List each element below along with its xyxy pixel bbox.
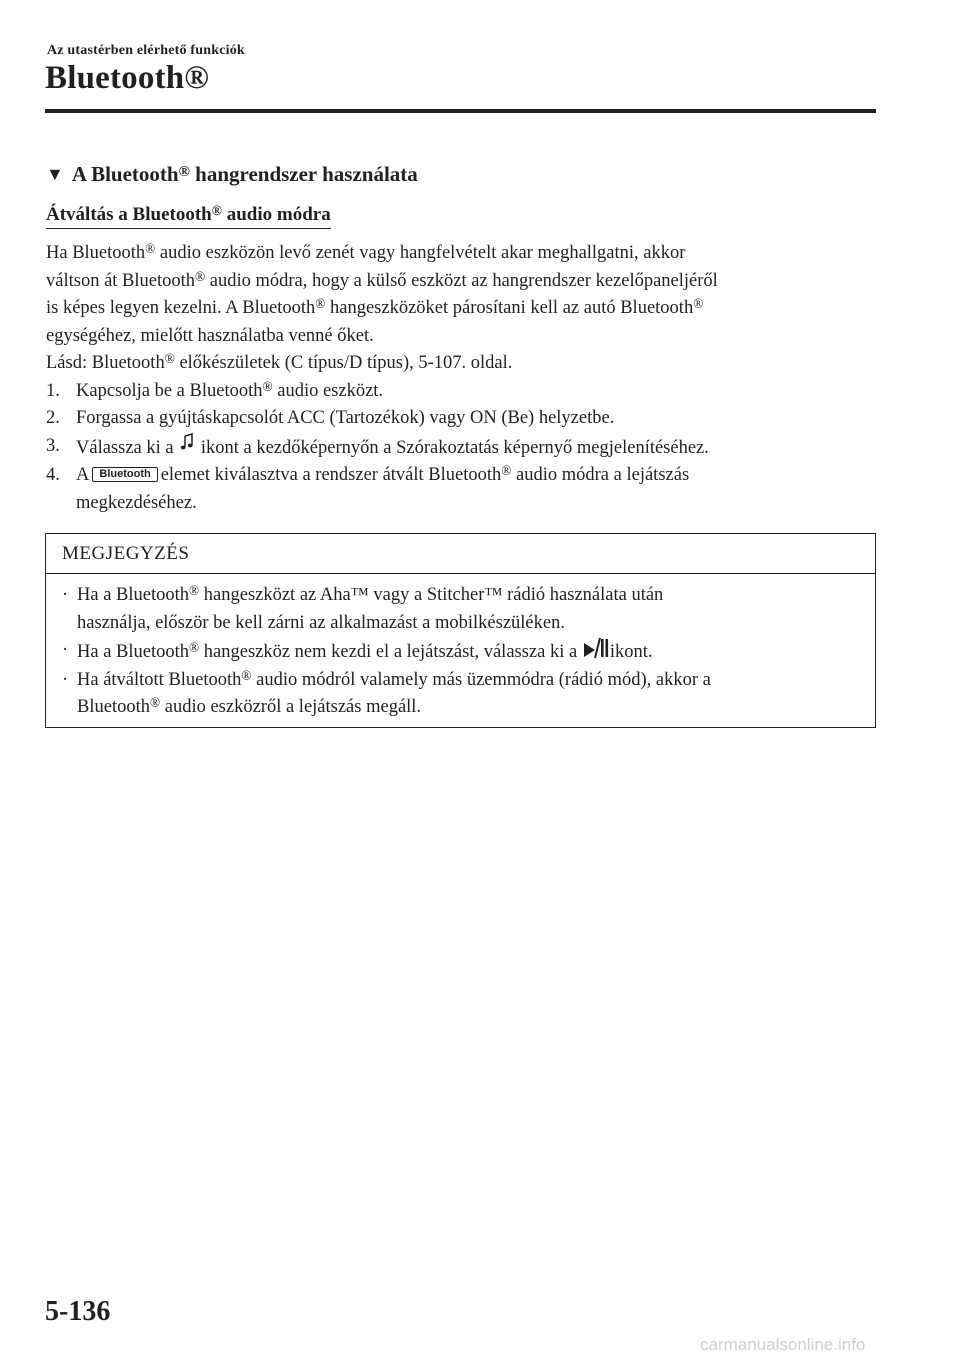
note-title: MEGJEGYZÉS bbox=[62, 543, 190, 564]
step-item: 2. Forgassa a gyújtáskapcsolót ACC (Tartozékok) vagy ON (Be) helyzetbe. bbox=[46, 405, 876, 433]
chapter-title: Az utastérben elérhető funkciók bbox=[47, 43, 245, 58]
subsection-heading-pre: Átváltás a Bluetooth bbox=[46, 204, 212, 225]
note-item: · Ha a Bluetooth® hangeszközt az Aha™ vagy a Stitcher™ rádió használata után bbox=[60, 582, 865, 610]
note-item: · Ha átváltott Bluetooth® audio módról valamely más üzemmódra (rádió mód), akkor a bbox=[60, 667, 865, 695]
intro-line: is képes legyen kezelni. A Bluetooth® hangeszközöket párosítani kell az autó Bluetooth® bbox=[46, 296, 704, 318]
note-box bbox=[45, 533, 876, 728]
bullet: · bbox=[62, 640, 69, 660]
section-heading-post: hangrendszer használata bbox=[189, 162, 418, 186]
step-item: 3. Válassza ki a ikont a kezdőképernyőn a Szórakoztatás képernyő megjelenítéséhez. bbox=[46, 433, 876, 463]
steps-list bbox=[46, 378, 876, 518]
step-continuation: megkezdéséhez. bbox=[76, 492, 197, 513]
step-item: 1. Kapcsolja be a Bluetooth® audio eszközt. bbox=[46, 378, 876, 406]
step-number: 3. bbox=[46, 435, 60, 456]
note-item-continuation: használja, először be kell zárni az alkalmazást a mobilkészüléken. bbox=[77, 612, 565, 633]
bluetooth-button: Bluetooth bbox=[92, 467, 157, 482]
intro-line: váltson át Bluetooth® audio módra, hogy a külső eszközt az hangrendszer kezelőpaneljéről bbox=[46, 268, 718, 291]
music-note-icon bbox=[180, 433, 194, 451]
note-item-continuation: Bluetooth® audio eszközről a lejátszás megáll. bbox=[77, 695, 422, 717]
reg-mark: ® bbox=[178, 163, 190, 180]
step-item: 4. A Bluetooth elemet kiválasztva a rendszer átvált Bluetooth® audio módra a lejátszás bbox=[46, 462, 876, 490]
subsection-heading bbox=[46, 204, 331, 229]
subsection-heading-post: audio módra bbox=[221, 204, 331, 225]
step-number: 1. bbox=[46, 380, 60, 401]
bullet: · bbox=[62, 585, 69, 605]
section-heading bbox=[46, 162, 418, 187]
step-number: 4. bbox=[46, 465, 60, 485]
note-divider bbox=[46, 573, 875, 574]
play-pause-icon bbox=[583, 637, 609, 659]
step-number: 2. bbox=[46, 408, 60, 428]
section-heading-pre: A Bluetooth bbox=[71, 162, 179, 186]
bullet: · bbox=[62, 669, 69, 690]
note-item: · Ha a Bluetooth® hangeszköz nem kezdi el a lejátszást, válassza ki a ikont. bbox=[60, 637, 865, 667]
page-number: 5-136 bbox=[45, 1296, 111, 1327]
header-rule bbox=[45, 109, 876, 113]
note-body bbox=[60, 582, 865, 722]
page-title: Bluetooth® bbox=[45, 60, 210, 96]
body-text bbox=[46, 240, 876, 517]
section-marker: ▼ bbox=[46, 164, 64, 184]
intro-line: egységéhez, mielőtt használatba venné őket. bbox=[46, 325, 374, 346]
watermark: carmanualsonline.info bbox=[700, 1335, 866, 1354]
cross-reference: Lásd: Bluetooth® előkészületek (C típus/D típus), 5-107. oldal. bbox=[46, 351, 513, 373]
intro-line: Ha Bluetooth® audio eszközön levő zenét vagy hangfelvételt akar meghallgatni, akkor bbox=[46, 241, 686, 263]
reg-mark: ® bbox=[211, 203, 222, 219]
